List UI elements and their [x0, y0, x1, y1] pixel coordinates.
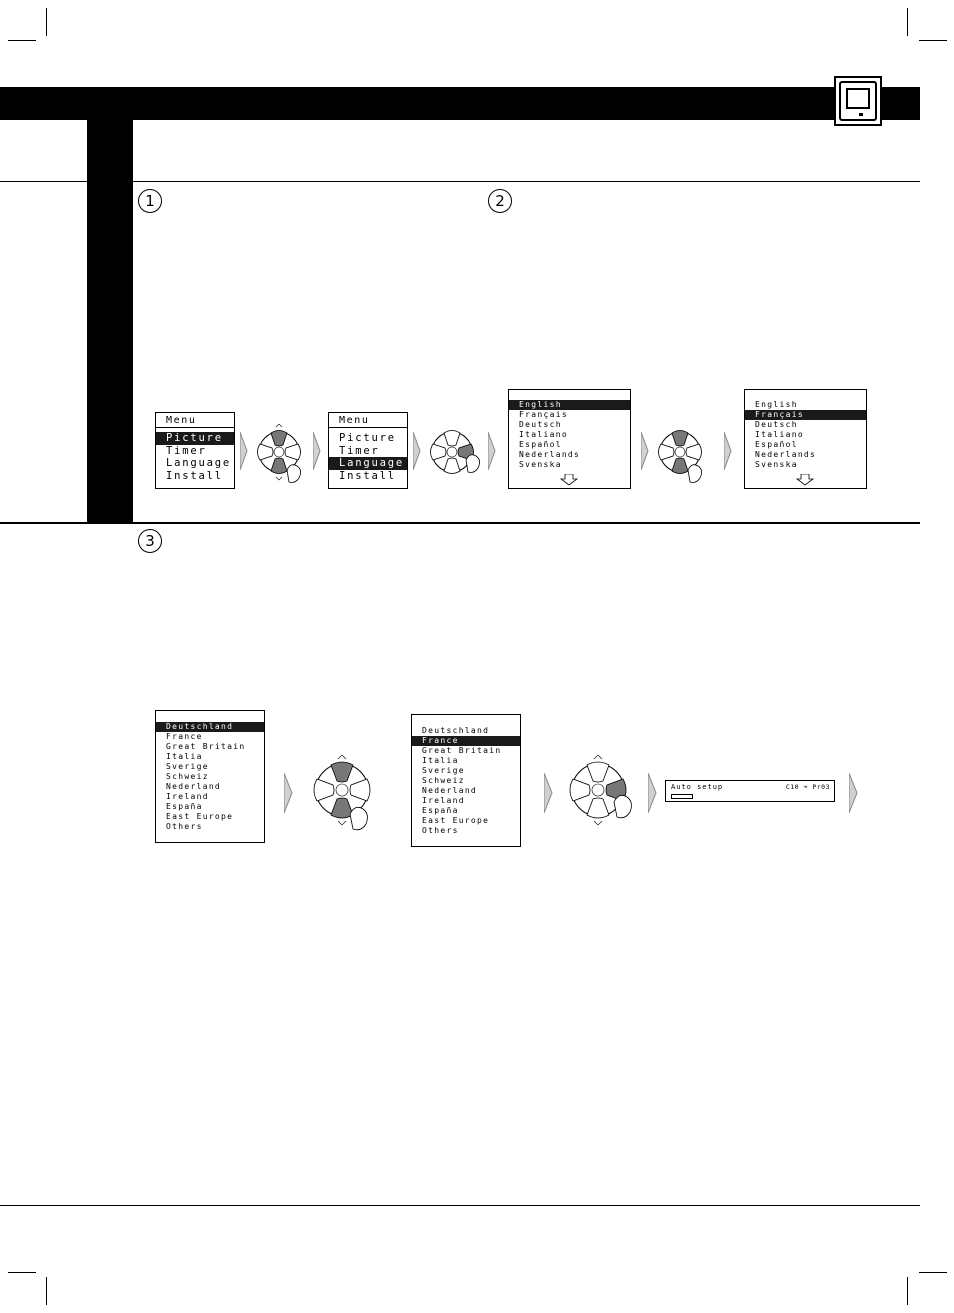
language-item: Français: [745, 410, 866, 420]
language-item: Italiano: [519, 430, 568, 439]
menu-item: Language: [166, 457, 231, 469]
chevron-right-icon: [413, 432, 421, 470]
chevron-right-icon: [488, 432, 496, 470]
menu-screen: [155, 412, 235, 489]
country-screen: [155, 710, 265, 843]
country-screen: [411, 714, 521, 847]
country-item: Sverige: [422, 766, 465, 775]
channel-suffix: Pr03: [812, 783, 830, 791]
language-item: Español: [519, 440, 562, 449]
divider: [0, 522, 920, 524]
country-item: Great Britain: [166, 742, 246, 751]
country-item: Sverige: [166, 762, 209, 771]
remote-dpad-icon: [652, 424, 712, 486]
country-item: France: [166, 732, 203, 741]
step-number-3: 3: [138, 529, 162, 553]
menu-item: Picture: [156, 432, 234, 445]
country-item: Deutschland: [156, 722, 264, 732]
country-item: España: [422, 806, 459, 815]
menu-item: Install: [339, 469, 396, 482]
language-item: Nederlands: [519, 450, 581, 459]
language-item: English: [509, 400, 630, 410]
progress-bar: [671, 794, 693, 799]
header-band: [0, 87, 920, 120]
country-item: Schweiz: [422, 776, 465, 785]
language-item: Italiano: [755, 430, 804, 439]
menu-item: Language: [329, 457, 407, 470]
chevron-right-icon: [648, 773, 657, 813]
remote-dpad-icon: [424, 424, 484, 486]
menu-item: Timer: [166, 444, 207, 457]
country-item: Deutschland: [422, 726, 490, 735]
footer-divider: [0, 1205, 920, 1206]
language-item: Svenska: [519, 460, 562, 469]
country-item: Italia: [166, 752, 203, 761]
country-item: Others: [166, 822, 203, 831]
chevron-right-icon: [313, 432, 321, 470]
divider: [0, 181, 920, 182]
country-item: España: [166, 802, 203, 811]
chevron-right-icon: [849, 773, 858, 813]
chevron-right-icon: [284, 773, 293, 813]
country-item: Ireland: [166, 792, 209, 801]
channel-readout: [786, 783, 830, 791]
menu-screen: [328, 412, 408, 489]
remote-dpad-icon: [300, 750, 380, 832]
arrow-right-icon: ➔: [803, 783, 808, 791]
menu-item: Install: [166, 469, 223, 482]
remote-dpad-icon: [251, 424, 311, 486]
step-number-1: 1: [138, 189, 162, 213]
tv-icon: [834, 76, 882, 126]
country-item: Great Britain: [422, 746, 502, 755]
country-item: Nederland: [166, 782, 222, 791]
menu-title: Menu: [329, 413, 407, 428]
remote-dpad-icon: [558, 750, 642, 832]
country-item: East Europe: [166, 812, 234, 821]
menu-item: Timer: [339, 444, 380, 457]
country-item: Others: [422, 826, 459, 835]
chevron-right-icon: [240, 432, 248, 470]
country-item: Italia: [422, 756, 459, 765]
country-item: Nederland: [422, 786, 478, 795]
chevron-right-icon: [544, 773, 553, 813]
menu-item: Picture: [339, 432, 396, 444]
country-item: Ireland: [422, 796, 465, 805]
language-item: Nederlands: [755, 450, 817, 459]
down-arrow-icon: [796, 474, 814, 486]
language-screen: [508, 389, 631, 489]
autosetup-screen: [665, 780, 835, 802]
country-item: France: [412, 736, 520, 746]
channel-prefix: C10: [785, 783, 800, 791]
menu-title: Menu: [156, 413, 234, 428]
country-item: East Europe: [422, 816, 490, 825]
language-item: Español: [755, 440, 798, 449]
down-arrow-icon: [560, 474, 578, 486]
language-item: Français: [519, 410, 568, 419]
language-item: Deutsch: [755, 420, 798, 429]
chevron-right-icon: [724, 432, 732, 470]
language-item: English: [755, 400, 798, 409]
step-number-2: 2: [488, 189, 512, 213]
language-screen: [744, 389, 867, 489]
language-item: Deutsch: [519, 420, 562, 429]
country-item: Schweiz: [166, 772, 209, 781]
language-item: Svenska: [755, 460, 798, 469]
autosetup-label: Auto setup: [671, 783, 724, 791]
chevron-right-icon: [641, 432, 649, 470]
